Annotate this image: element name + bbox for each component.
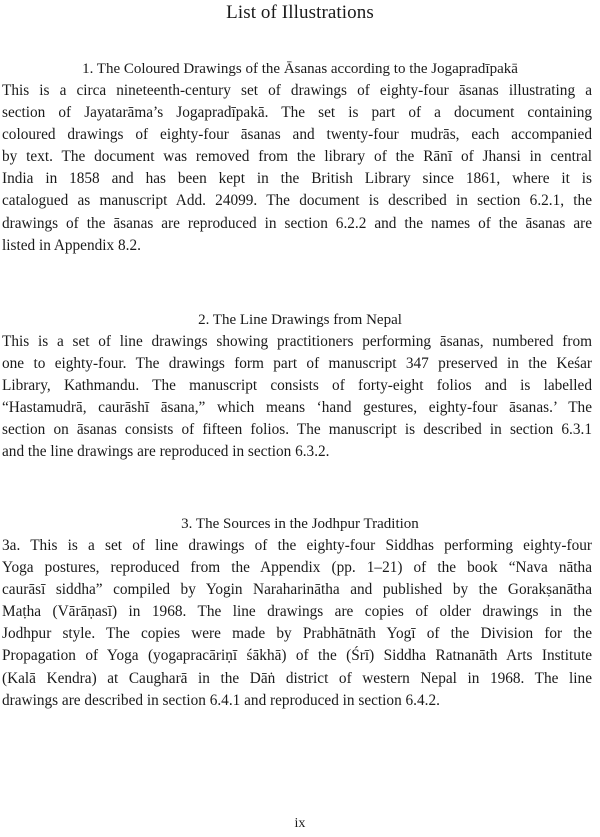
body-line: Library, Kathmandu. The manuscript consists of forty-eight folios and is labelled (2, 377, 592, 395)
body-line: catalogued as manuscript Add. 24099. The document is described in section 6.2.1, the (2, 192, 592, 210)
body-line: section on āsanas consists of fifteen folios. The manuscript is described in section 6.3.1 (2, 421, 592, 439)
body-line: coloured drawings of eighty-four āsanas and twenty-four mudrās, each accompanied (2, 126, 592, 144)
body-line: and the line drawings are reproduced in section 6.3.2. (2, 443, 330, 461)
body-line: section of Jayatarāma’s Jogapradīpakā. The set is part of a document containing (2, 104, 592, 122)
section-heading: 3. The Sources in the Jodhpur Tradition (181, 516, 419, 532)
body-line: by text. The document was removed from the library of the Rānī of Jhansi in central (2, 148, 592, 166)
body-line: India in 1858 and has been kept in the British Library since 1861, where it is (2, 170, 592, 188)
body-line: (Kalā Kendra) at Caugharā in the Dāṅ district of western Nepal in 1968. The line (2, 669, 592, 687)
section-body (0, 80, 600, 257)
body-line: Jodhpur style. The copies were made by Prabhātnāth Yogī of the Division for the (2, 625, 592, 643)
section-coloured-drawings (0, 58, 600, 257)
body-line: This is a circa nineteenth-century set of drawings of eighty-four āsanas illustrating a (2, 82, 592, 99)
section-body (0, 535, 600, 712)
body-line: caurāsī siddha” compiled by Yogin Naraharinātha and published by the Gorakṣanātha (2, 581, 592, 599)
page-number: ix (294, 816, 306, 831)
body-line: “Hastamudrā, caurāshī āsana,” which means ‘hand gestures, eighty-four āsanas.’ The (2, 399, 592, 417)
body-line: 3a. This is a set of line drawings of the eighty-four Siddhas performing eighty-four (2, 537, 592, 554)
body-line: Maṭha (Vārāṇasī) in 1968. The line drawings are copies of older drawings in the (2, 603, 592, 621)
body-line: Yoga postures, reproduced from the Appendix (pp. 1–21) of the book “Nava nātha (2, 559, 592, 577)
body-line: drawings are described in section 6.4.1 and reproduced in section 6.4.2. (2, 691, 440, 709)
body-line: listed in Appendix 8.2. (2, 236, 141, 254)
section-body (0, 331, 600, 464)
section-jodhpur-tradition (0, 513, 600, 712)
body-line: one to eighty-four. The drawings form part of manuscript 347 preserved in the Keśar (2, 355, 592, 373)
section-line-drawings-nepal (0, 309, 600, 464)
body-line: Propagation of Yoga (yogapracāriṇī śākhā) of the (Śrī) Siddha Ratnanāth Arts Institute (2, 647, 592, 665)
section-heading: 1. The Coloured Drawings of the Āsanas according to the Jogapradīpakā (82, 61, 518, 77)
body-line: drawings of the āsanas are reproduced in section 6.2.2 and the names of the āsanas are (2, 214, 592, 232)
page-title: List of Illustrations (226, 2, 374, 23)
body-line: This is a set of line drawings showing practitioners performing āsanas, numbered from (2, 333, 592, 350)
section-heading: 2. The Line Drawings from Nepal (198, 312, 402, 328)
